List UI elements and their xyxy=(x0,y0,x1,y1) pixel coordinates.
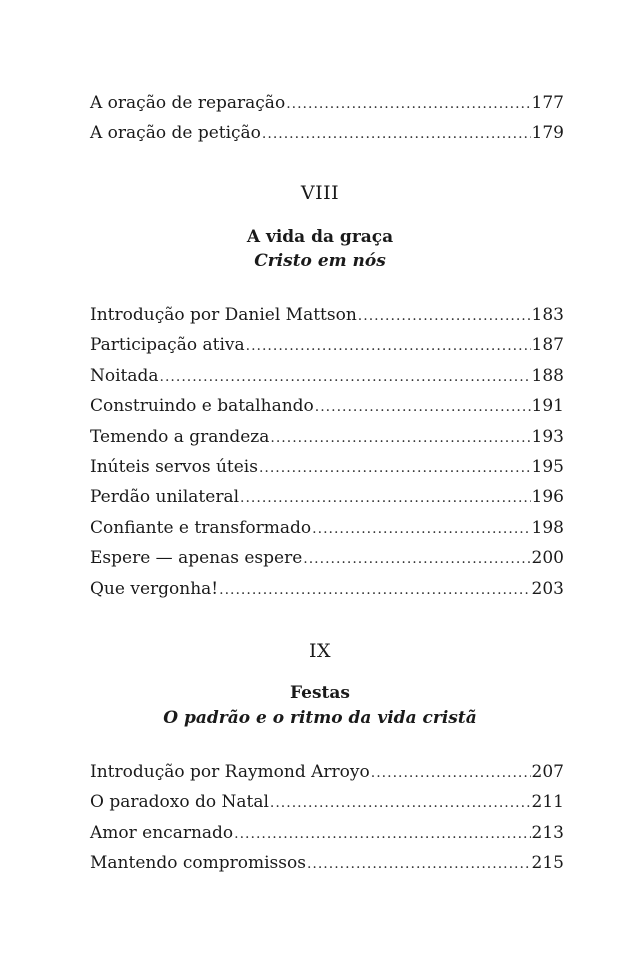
toc-entry-title: Introdução por Raymond Arroyo xyxy=(90,762,370,782)
toc-entry xyxy=(90,787,564,817)
dot-leader xyxy=(307,849,531,879)
dot-leader xyxy=(240,483,531,513)
toc-entry-title: Introdução por Daniel Mattson xyxy=(90,305,357,325)
dot-leader xyxy=(358,301,531,331)
toc-entry xyxy=(90,300,564,330)
toc-entry-title: Noitada xyxy=(90,365,159,386)
toc-entry-title: Construindo e batalhando xyxy=(90,396,314,417)
toc-entry xyxy=(90,391,564,421)
toc-entry-title: Inúteis servos úteis xyxy=(90,456,258,477)
toc-entry-title: Espere — apenas espere xyxy=(90,548,303,569)
toc-entry xyxy=(90,513,564,543)
section-title: Festas xyxy=(290,683,350,703)
toc-entry-title: O paradoxo do Natal xyxy=(90,792,269,813)
toc-entry-page: 203 xyxy=(531,578,564,599)
dot-leader xyxy=(246,331,531,361)
toc-entry-page: 211 xyxy=(531,792,564,813)
toc-entry-title: A oração de petição xyxy=(90,123,261,144)
dot-leader xyxy=(270,423,530,453)
dot-leader xyxy=(371,758,531,788)
toc-entry xyxy=(90,848,564,878)
toc-entry xyxy=(90,118,564,148)
section-numeral: IX xyxy=(308,640,332,662)
dot-leader xyxy=(219,575,530,605)
dot-leader xyxy=(286,89,530,119)
dot-leader xyxy=(160,362,531,392)
toc-entry xyxy=(90,88,564,118)
toc-list-section-ix xyxy=(90,757,564,879)
toc-entry-page: 193 xyxy=(531,426,564,447)
toc-entry-page: 179 xyxy=(531,123,564,144)
toc-entry xyxy=(90,574,564,604)
toc-entry xyxy=(90,330,564,360)
toc-list-previous xyxy=(90,88,564,149)
toc-entry-title: Confiante e transformado xyxy=(90,517,312,538)
toc-entry-page: 191 xyxy=(531,396,564,417)
dot-leader xyxy=(234,819,530,849)
toc-entry-page: 188 xyxy=(531,365,564,386)
toc-entry-page: 213 xyxy=(531,822,564,843)
dot-leader xyxy=(303,544,530,574)
toc-entry-title: Perdão unilateral xyxy=(90,487,240,508)
toc-entry-title: A oração de reparação xyxy=(90,93,286,113)
toc-entry-page: 200 xyxy=(531,548,564,569)
toc-entry xyxy=(90,818,564,848)
toc-entry-page: 183 xyxy=(531,305,564,325)
toc-entry xyxy=(90,422,564,452)
toc-entry xyxy=(90,452,564,482)
toc-entry-page: 187 xyxy=(531,335,564,356)
dot-leader xyxy=(262,119,531,149)
section-title: A vida da graça xyxy=(246,227,394,247)
dot-leader xyxy=(312,514,530,544)
toc-entry xyxy=(90,757,564,787)
toc-entry xyxy=(90,361,564,391)
section-subtitle: O padrão e o ritmo da vida cristã xyxy=(163,708,477,728)
toc-entry-page: 195 xyxy=(531,456,564,477)
toc-entry-page: 177 xyxy=(531,93,564,113)
toc-list-section-viii xyxy=(90,300,564,604)
toc-entry xyxy=(90,543,564,573)
section-subtitle: Cristo em nós xyxy=(254,251,386,271)
dot-leader xyxy=(259,453,531,483)
section-numeral: VIII xyxy=(300,182,340,204)
toc-entry-title: Mantendo compromissos xyxy=(90,853,306,874)
dot-leader xyxy=(315,392,531,422)
dot-leader xyxy=(270,788,531,818)
toc-entry-title: Temendo a grandeza xyxy=(90,426,270,447)
toc-entry-page: 215 xyxy=(531,853,564,874)
toc-entry-page: 207 xyxy=(531,762,564,782)
toc-entry-title: Que vergonha! xyxy=(90,578,219,599)
toc-entry xyxy=(90,482,564,512)
toc-entry-page: 196 xyxy=(531,487,564,508)
toc-entry-title: Amor encarnado xyxy=(90,822,234,843)
toc-entry-title: Participação ativa xyxy=(90,335,245,356)
toc-entry-page: 198 xyxy=(531,517,564,538)
